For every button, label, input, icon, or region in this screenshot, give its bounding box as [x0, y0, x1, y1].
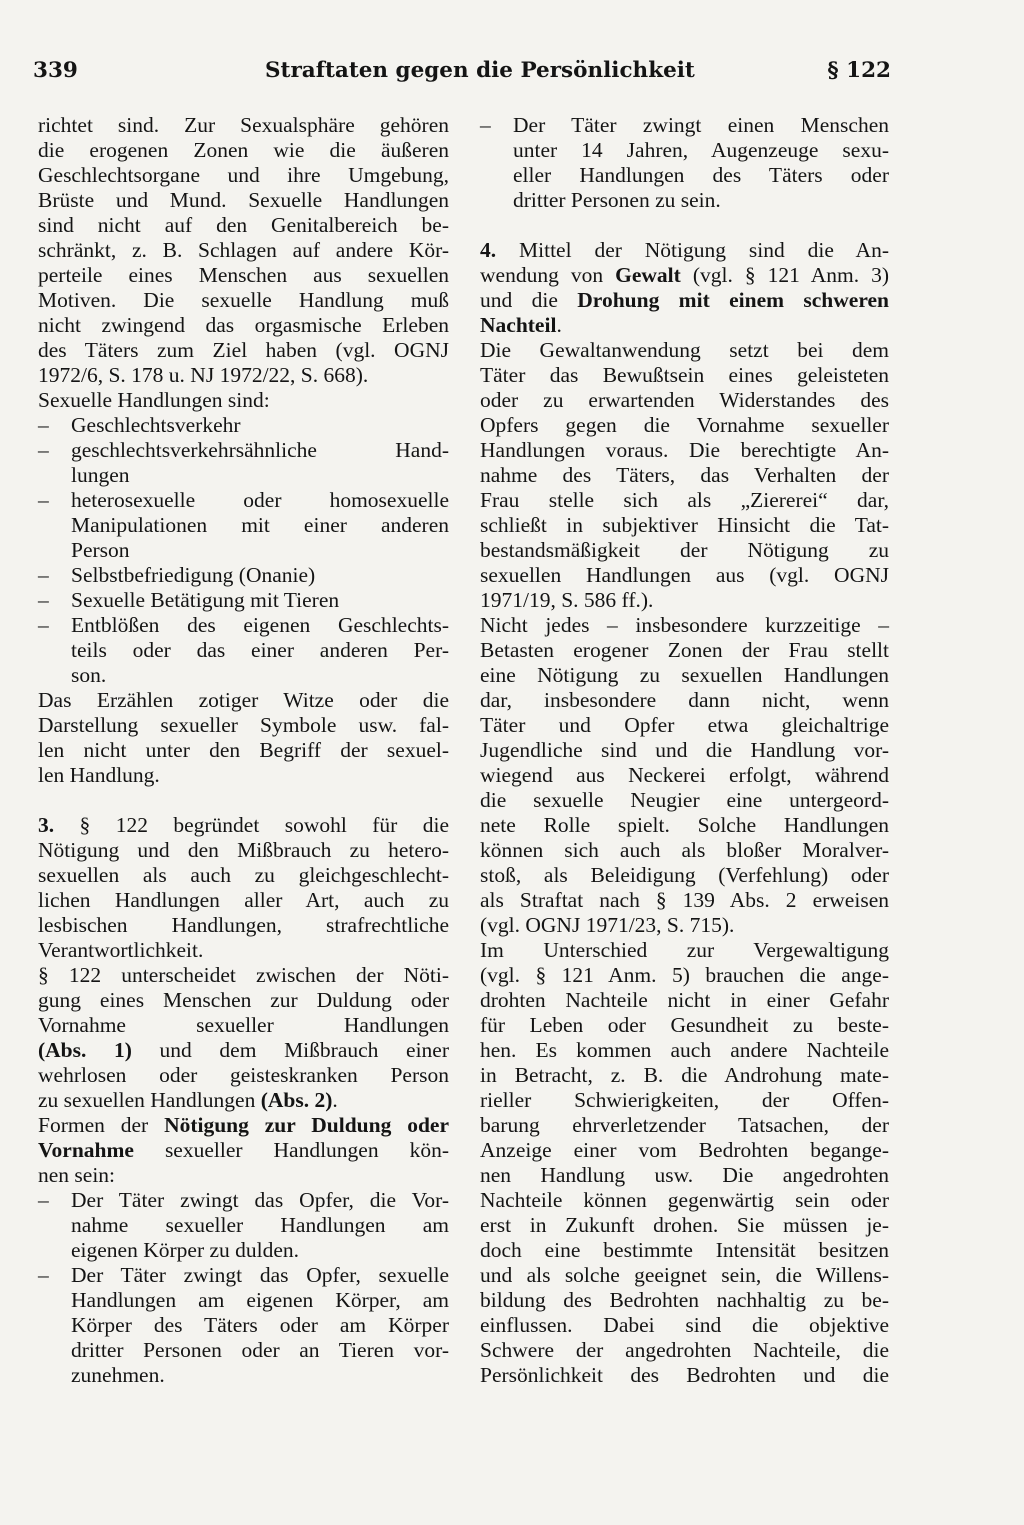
dash-bullet: –	[38, 488, 49, 512]
bold-text: 4.	[480, 238, 497, 262]
text-line: sexuellen Handlungen aus (vgl. OGNJ	[480, 563, 889, 587]
text-line: Brüste und Mund. Sexuelle Handlungen	[38, 188, 449, 212]
text-line: und die Drohung mit einem schweren	[480, 288, 889, 312]
list-item-line	[38, 563, 449, 588]
left-column	[38, 113, 449, 1388]
text-line: (vgl. OGNJ 1971/23, S. 715).	[480, 913, 735, 937]
text-line: Handlungen am eigenen Körper, am	[71, 1288, 449, 1312]
text-line: len Handlung.	[38, 763, 160, 787]
list-item-text: Der Täter zwingt einen Menschen	[513, 113, 889, 137]
text-line: des Täters zum Ziel haben (vgl. OGNJ	[38, 338, 449, 362]
text-line: dritter Personen oder an Tieren vor-	[71, 1338, 449, 1362]
text-line: stoß, als Beleidigung (Verfehlung) oder	[480, 863, 889, 887]
list-item-text: Der Täter zwingt das Opfer, die Vor-	[71, 1188, 449, 1212]
text-line: drohten Nachteile nicht in einer Gefahr	[480, 988, 889, 1012]
bold-text: Nachteil	[480, 313, 557, 337]
text-line: Person	[71, 538, 130, 562]
text-line: rieller Schwierigkeiten, der Offen-	[480, 1088, 889, 1112]
text-line: einflussen. Dabei sind die objektive	[480, 1313, 889, 1337]
text-line: eigenen Körper zu dulden.	[71, 1238, 300, 1262]
text-line: doch eine bestimmte Intensität besitzen	[480, 1238, 889, 1262]
text-line: dar, insbesondere dann nicht, wenn	[480, 688, 889, 712]
list-item-line	[38, 1188, 449, 1213]
text-line: len nicht unter den Begriff der sexuel-	[38, 738, 449, 762]
list-item-line	[38, 1263, 449, 1288]
text-line: gung eines Menschen zur Duldung oder	[38, 988, 449, 1012]
text-line: Geschlechtsorgane und ihre Umgebung,	[38, 163, 449, 187]
page-number: 339	[33, 58, 78, 83]
text-line: teils oder das einer anderen Per-	[71, 638, 449, 662]
dash-bullet: –	[38, 1263, 49, 1287]
list-item-line	[480, 113, 889, 138]
text-line: bildung des Bedrohten nachhaltig zu be-	[480, 1288, 889, 1312]
text-line: 4. Mittel der Nötigung sind die An-	[480, 238, 889, 262]
text-line: (vgl. § 121 Anm. 5) brauchen die ange-	[480, 963, 889, 987]
text-line: nen Handlung usw. Die angedrohten	[480, 1163, 889, 1187]
text-line: schließt in subjektiver Hinsicht die Tat-	[480, 513, 889, 537]
text-line: Motiven. Die sexuelle Handlung muß	[38, 288, 449, 312]
list-item-line	[38, 613, 449, 638]
text-line: Manipulationen mit einer anderen	[71, 513, 449, 537]
text-line: hen. Es kommen auch andere Nachteile	[480, 1038, 889, 1062]
list-item-text: Geschlechtsverkehr	[71, 413, 241, 437]
list-item-line	[38, 488, 449, 513]
text-line: 3. § 122 begründet sowohl für die	[38, 813, 449, 837]
text-line: wendung von Gewalt (vgl. § 121 Anm. 3)	[480, 263, 889, 287]
text-line: Frau stelle sich als „Ziererei“ dar,	[480, 488, 889, 512]
text-line: Opfers gegen die Vornahme sexueller	[480, 413, 889, 437]
text-line: eine Nötigung zu sexuellen Handlungen	[480, 663, 889, 687]
text-line: richtet sind. Zur Sexualsphäre gehören	[38, 113, 449, 137]
text-line: Handlungen voraus. Die berechtigte An-	[480, 438, 889, 462]
dash-bullet: –	[38, 1188, 49, 1212]
text-line: oder zu erwartenden Widerstandes des	[480, 388, 889, 412]
list-item-text: heterosexuelle oder homosexuelle	[71, 488, 449, 512]
text-line: nahme sexueller Handlungen am	[71, 1213, 449, 1237]
text-line: Das Erzählen zotiger Witze oder die	[38, 688, 449, 712]
list-item-text: Selbstbefriedigung (Onanie)	[71, 563, 316, 587]
right-column	[480, 113, 889, 1388]
bold-text: Nötigung zur Duldung oder	[164, 1113, 449, 1137]
text-line: § 122 unterscheidet zwischen der Nöti-	[38, 963, 449, 987]
bold-text: Gewalt	[615, 263, 681, 287]
running-header	[33, 58, 891, 92]
text-line: für Leben oder Gesundheit zu beste-	[480, 1013, 889, 1037]
text-line: Formen der Nötigung zur Duldung oder	[38, 1113, 449, 1137]
text-line: barung ehrverletzender Tatsachen, der	[480, 1113, 889, 1137]
text-line: nahme des Täters, das Verhalten der	[480, 463, 889, 487]
text-line: schränkt, z. B. Schlagen auf andere Kör-	[38, 238, 449, 262]
list-item-text: geschlechtsverkehrsähnliche Hand-	[71, 438, 449, 462]
text-line: sind nicht auf den Genitalbereich be-	[38, 213, 449, 237]
text-line: lungen	[71, 463, 130, 487]
dash-bullet: –	[38, 563, 49, 587]
text-line: die sexuelle Neugier eine untergeord-	[480, 788, 889, 812]
list-item-line	[38, 438, 449, 463]
text-line: Täter das Bewußtsein eines geleisteten	[480, 363, 889, 387]
text-line: Vornahme sexueller Handlungen	[38, 1013, 449, 1037]
text-line: unter 14 Jahren, Augenzeuge sexu-	[513, 138, 889, 162]
text-line: Körper des Täters oder am Körper	[71, 1313, 449, 1337]
text-line: Nicht jedes – insbesondere kurzzeitige –	[480, 613, 889, 637]
text-line: Täter und Opfer etwa gleichaltrige	[480, 713, 889, 737]
text-line: son.	[71, 663, 107, 687]
text-line: als Straftat nach § 139 Abs. 2 erweisen	[480, 888, 889, 912]
text-line: erst in Zukunft drohen. Sie müssen je-	[480, 1213, 889, 1237]
list-item-text: Der Täter zwingt das Opfer, sexuelle	[71, 1263, 449, 1287]
blank-line	[38, 788, 449, 813]
text-line: Verantwortlichkeit.	[38, 938, 204, 962]
list-item-text: Sexuelle Betätigung mit Tieren	[71, 588, 340, 612]
text-line: Die Gewaltanwendung setzt bei dem	[480, 338, 889, 362]
text-line: (Abs. 1) und dem Mißbrauch einer	[38, 1038, 449, 1062]
text-line: in Betracht, z. B. die Androhung mate-	[480, 1063, 889, 1087]
text-line: können sich auch als bloßer Moralver-	[480, 838, 889, 862]
text-line: 1971/19, S. 586 ff.).	[480, 588, 654, 612]
text-line: Im Unterschied zur Vergewaltigung	[480, 938, 889, 962]
bold-text: 3.	[38, 813, 55, 837]
text-line: Sexuelle Handlungen sind:	[38, 388, 270, 412]
text-line: Jugendliche sind und die Handlung vor-	[480, 738, 889, 762]
text-line: 1972/6, S. 178 u. NJ 1972/22, S. 668).	[38, 363, 369, 387]
text-line: zunehmen.	[71, 1363, 165, 1387]
text-line: eller Handlungen des Täters oder	[513, 163, 889, 187]
list-item-text: Entblößen des eigenen Geschlechts-	[71, 613, 449, 637]
text-line: Darstellung sexueller Symbole usw. fal-	[38, 713, 449, 737]
text-line: lesbischen Handlungen, strafrechtliche	[38, 913, 449, 937]
text-line: Schwere der angedrohten Nachteile, die	[480, 1338, 889, 1362]
text-line: wehrlosen oder geisteskranken Person	[38, 1063, 449, 1087]
text-line: Nachteile können gegenwärtig sein oder	[480, 1188, 889, 1212]
text-line: nen sein:	[38, 1163, 116, 1187]
text-line: wiegend aus Neckerei erfolgt, während	[480, 763, 889, 787]
text-line: und als solche geeignet sein, die Willens-	[480, 1263, 889, 1287]
blank-line	[480, 213, 889, 238]
text-line: lichen Handlungen aller Art, auch zu	[38, 888, 449, 912]
bold-text: Drohung mit einem schweren	[577, 288, 889, 312]
list-item-line	[38, 413, 449, 438]
text-line: zu sexuellen Handlungen (Abs. 2).	[38, 1088, 338, 1112]
dash-bullet: –	[38, 438, 49, 462]
text-line: nicht zwingend das orgasmische Erleben	[38, 313, 449, 337]
dash-bullet: –	[38, 413, 49, 437]
text-line: Nötigung und den Mißbrauch zu hetero-	[38, 838, 449, 862]
dash-bullet: –	[38, 588, 49, 612]
chapter-title: Straftaten gegen die Persönlichkeit	[265, 58, 695, 83]
text-line: nete Rolle spielt. Solche Handlungen	[480, 813, 889, 837]
bold-text: (Abs. 1)	[38, 1038, 132, 1062]
list-item-line	[38, 588, 449, 613]
text-line: die erogenen Zonen wie die äußeren	[38, 138, 449, 162]
text-line: Persönlichkeit des Bedrohten und die	[480, 1363, 889, 1387]
text-line: Anzeige einer vom Bedrohten begange-	[480, 1138, 889, 1162]
bold-text: Vornahme	[38, 1138, 134, 1162]
text-line: Vornahme sexueller Handlungen kön-	[38, 1138, 449, 1162]
text-line: bestandsmäßigkeit der Nötigung zu	[480, 538, 889, 562]
text-line: perteile eines Menschen aus sexuellen	[38, 263, 449, 287]
section-number: § 122	[827, 58, 891, 83]
dash-bullet: –	[38, 613, 49, 637]
text-line: Nachteil.	[480, 313, 562, 337]
bold-text: (Abs. 2)	[260, 1088, 333, 1112]
text-line: Betasten erogener Zonen der Frau stellt	[480, 638, 889, 662]
text-line: sexuellen als auch zu gleichgeschlecht-	[38, 863, 449, 887]
dash-bullet: –	[480, 113, 491, 137]
text-line: dritter Personen zu sein.	[513, 188, 721, 212]
